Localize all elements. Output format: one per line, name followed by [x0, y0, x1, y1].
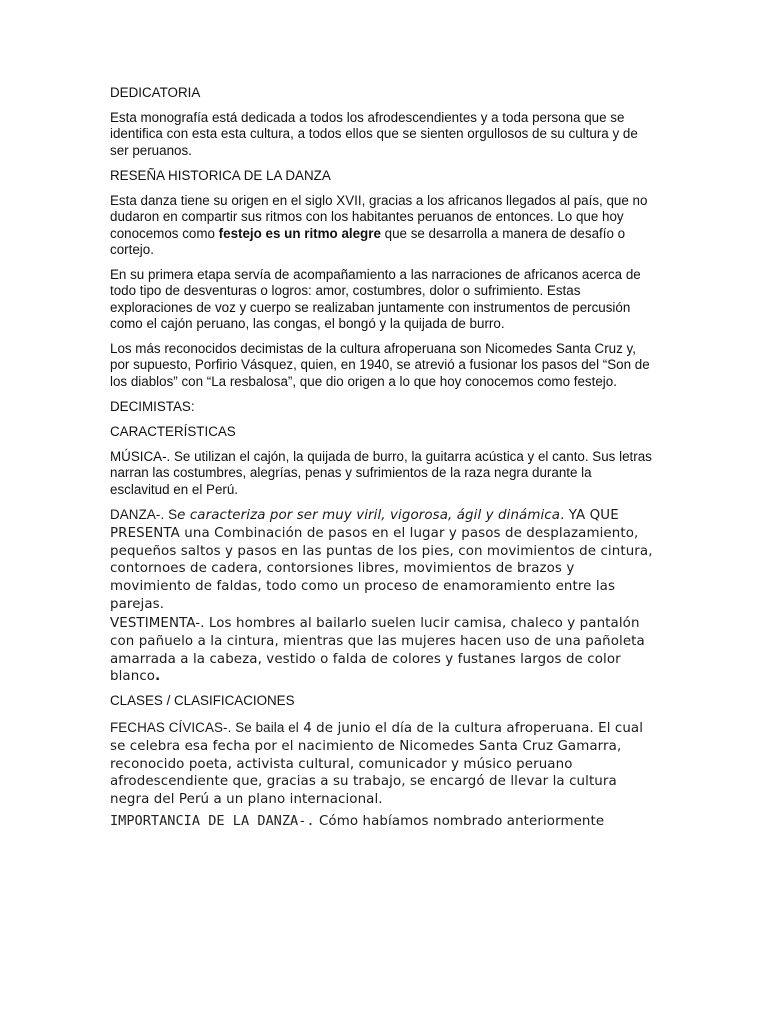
heading-caracteristicas: CARACTERÍSTICAS: [110, 424, 236, 439]
italic-text: e caracteriza por ser muy viril, vigorosa, ágil y dinámica: [177, 508, 561, 523]
text-span: que se desarrolla a manera de desafío o: [380, 225, 626, 241]
text-line: contornoes de cadera, contorsiones libres, movimientos de brazos y: [110, 561, 575, 577]
text-line: [110, 506, 653, 525]
text-line: VESTIMENTA-. Los hombres al bailarlo suelen lucir camisa, chaleco y pantalón: [110, 616, 640, 631]
text-line: cortejo.: [110, 241, 154, 257]
text-span: Cómo habíamos nombrado anteriormente: [314, 814, 605, 829]
text-line: [110, 719, 643, 738]
text-line: [110, 668, 645, 686]
label-fechas-civicas: FECHAS CÍVICAS-. Se baila el: [110, 720, 299, 735]
text-line: esclavitud en el Perú.: [110, 481, 239, 497]
text-line: movimiento de faldas, todo como un proceso de enamoramiento entre las: [110, 579, 616, 595]
text-line: amarrada a la cabeza, vestido o falda de colores y fustanes largos de color: [110, 651, 621, 667]
text-line: MÚSICA-. Se utilizan el cajón, la quijada de burro, la guitarra acústica y el canto. Sus letras: [110, 449, 652, 464]
text-span: conocemos como: [110, 225, 219, 241]
text-line: por supuesto, Porfirio Vásquez, quien, en 1940, se atrevió a fusionar los pasos del “Son de: [110, 357, 650, 373]
paragraph-musica: [110, 449, 652, 498]
label-importancia: IMPORTANCIA DE LA DANZA-.: [110, 813, 315, 829]
text-line: reconocido poeta, activista cultural, comunicador y músico peruano: [110, 756, 573, 772]
text-line: con pañuelo a la cintura, mientras que las mujeres hacen uso de una pañoleta: [110, 633, 645, 649]
text-line: exploraciones de voz y cuerpo se realizaban juntamente con instrumentos de percusión: [110, 299, 631, 315]
label-danza: DANZA-. S: [110, 507, 178, 522]
section-dedicatoria: [110, 85, 200, 101]
text-line: negra del Perú a un plano internacional.: [110, 792, 383, 808]
paragraph-fechas-civicas: [110, 719, 643, 809]
heading-resena: RESEÑA HISTORICA DE LA DANZA: [110, 168, 331, 183]
paragraph-vestimenta: [110, 615, 645, 686]
paragraph-danza: [110, 506, 653, 614]
text-span: 4 de junio el día de la cultura afroperuana. El cual: [298, 721, 644, 736]
text-line: afrodescendiente que, gracias a su trabajo, se encargó de llevar la cultura: [110, 774, 617, 790]
text-span: blanco: [110, 669, 156, 685]
text-line: identifica con esta esta cultura, a todos ellos que se sienten orgullosos de su cultura y de: [110, 126, 638, 142]
paragraph-resena-1: [110, 193, 647, 258]
text-span: . YA QUE: [560, 508, 619, 523]
text-line: En su primera etapa servía de acompañamiento a las narraciones de africanos acerca de: [110, 267, 641, 282]
paragraph-importancia: [110, 812, 604, 831]
heading-dedicatoria: DEDICATORIA: [110, 85, 201, 100]
text-line: los diablos” con “La resbalosa”, que dio origen a lo que hoy conocemos como festejo.: [110, 373, 617, 389]
heading-decimistas: DECIMISTAS:: [110, 399, 195, 414]
text-line: ser peruanos.: [110, 142, 192, 158]
paragraph-dedicatoria: [110, 110, 638, 159]
text-line: se celebra esa fecha por el nacimiento de Nicomedes Santa Cruz Gamarra,: [110, 738, 622, 754]
text-line: pequeños saltos y pasos en las puntas de los pies, con movimientos de cintura,: [110, 543, 653, 559]
paragraph-resena-3: [110, 341, 650, 390]
text-line: como el cajón peruano, las congas, el bongó y la quijada de burro.: [110, 315, 505, 331]
text-line: Esta danza tiene su origen en el siglo XVII, gracias a los africanos llegados al país, que no: [110, 193, 648, 208]
bold-text: festejo es un ritmo alegre: [218, 225, 381, 241]
text-line: todo tipo de desventuras o logros: amor, costumbres, dolor o sufrimiento. Estas: [110, 283, 581, 299]
text-line: Los más reconocidos decimistas de la cultura afroperuana son Nicomedes Santa Cruz y,: [110, 341, 636, 356]
heading-clases: CLASES / CLASIFICACIONES: [110, 693, 295, 708]
text-line: PRESENTA una Combinación de pasos en el lugar y pasos de desplazamiento,: [110, 525, 639, 541]
bold-text: .: [155, 669, 161, 685]
text-line: dudaron en compartir sus ritmos con los habitantes peruanos de entonces. Lo que hoy: [110, 209, 624, 225]
text-line: Esta monografía está dedicada a todos los afrodescendientes y a toda persona que se: [110, 110, 625, 125]
text-line: parejas.: [110, 596, 165, 612]
text-line: narran las costumbres, alegrías, penas y sufrimientos de la raza negra durante la: [110, 465, 592, 481]
text-line: [110, 226, 647, 242]
paragraph-resena-2: [110, 267, 641, 332]
